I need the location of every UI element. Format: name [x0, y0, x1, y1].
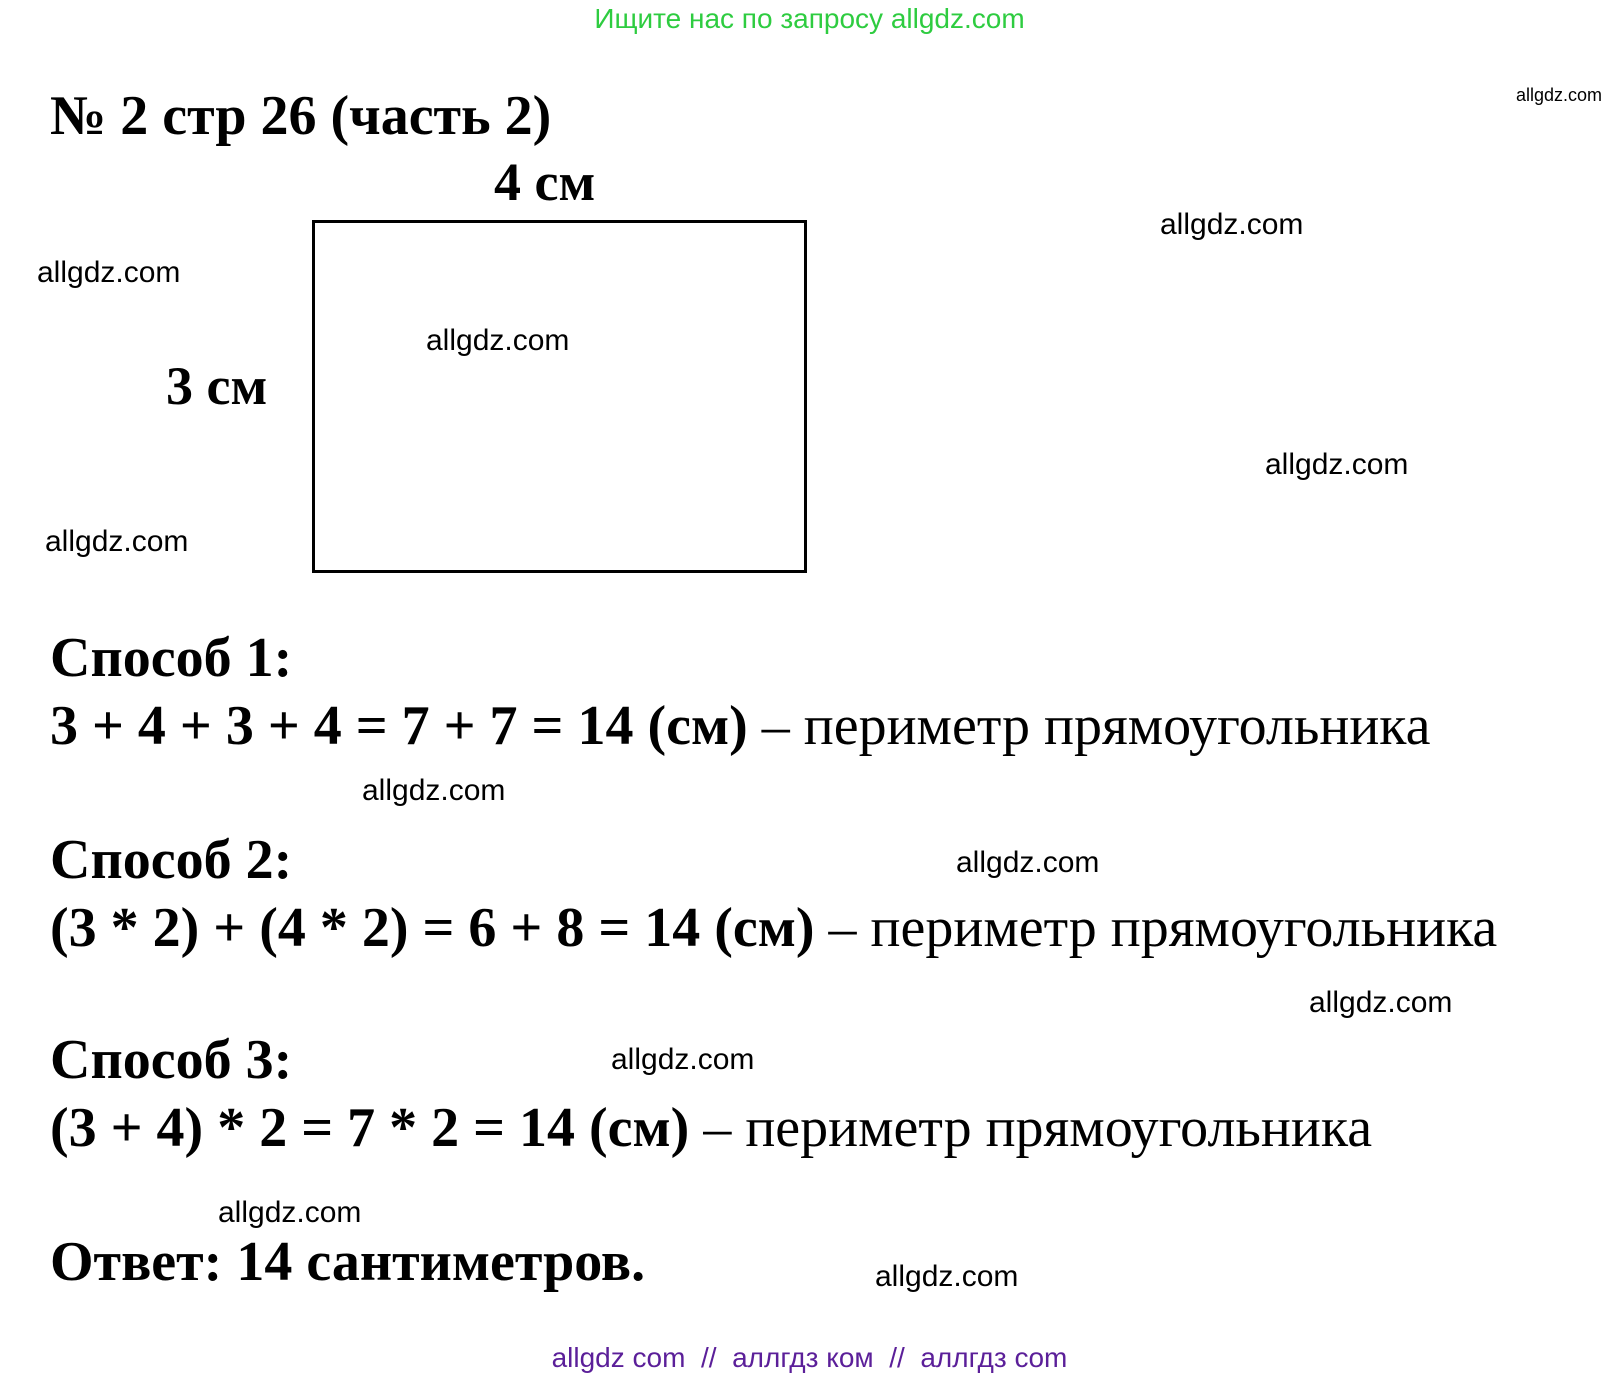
method-3-solution [50, 1096, 1372, 1160]
watermark: allgdz.com [37, 256, 181, 289]
method-2-expression: (3 * 2) + (4 * 2) = 6 + 8 = 14 (см) [50, 897, 815, 959]
task-title: № 2 стр 26 (часть 2) [50, 85, 552, 147]
watermark: allgdz.com [45, 525, 189, 558]
method-1-solution [50, 694, 1431, 758]
watermark: allgdz.com [426, 324, 570, 357]
method-1-expression: 3 + 4 + 3 + 4 = 7 + 7 = 14 (см) [50, 695, 748, 757]
watermark: allgdz.com [956, 846, 1100, 879]
watermark: allgdz.com [218, 1196, 362, 1229]
answer-text: Ответ: 14 сантиметров. [50, 1231, 646, 1293]
footer-link-text[interactable]: allgdz com // аллгдз ком // аллгдз com [551, 1342, 1068, 1373]
watermark: allgdz.com [875, 1260, 1019, 1293]
watermark-small: allgdz.com [1516, 85, 1603, 105]
method-2-solution [50, 896, 1497, 960]
watermark: allgdz.com [611, 1043, 755, 1076]
footer-links[interactable] [0, 1342, 1619, 1374]
method-2-title: Способ 2: [50, 829, 293, 891]
watermark: allgdz.com [362, 774, 506, 807]
method-2-description: – периметр прямоугольника [814, 897, 1498, 959]
rectangle-height-label: 3 см [166, 356, 268, 416]
method-3-expression: (3 + 4) * 2 = 7 * 2 = 14 (см) [50, 1097, 690, 1159]
rectangle-width-label: 4 см [494, 152, 596, 212]
rectangle-figure [312, 220, 807, 573]
method-3-title: Способ 3: [50, 1029, 293, 1091]
watermark: allgdz.com [1265, 448, 1409, 481]
top-banner-link[interactable]: Ищите нас по запросу allgdz.com [594, 3, 1025, 34]
watermark: allgdz.com [1309, 986, 1453, 1019]
method-1-description: – периметр прямоугольника [747, 695, 1431, 757]
method-1-title: Способ 1: [50, 627, 293, 689]
method-3-description: – периметр прямоугольника [689, 1097, 1373, 1159]
watermark: allgdz.com [1160, 208, 1304, 241]
